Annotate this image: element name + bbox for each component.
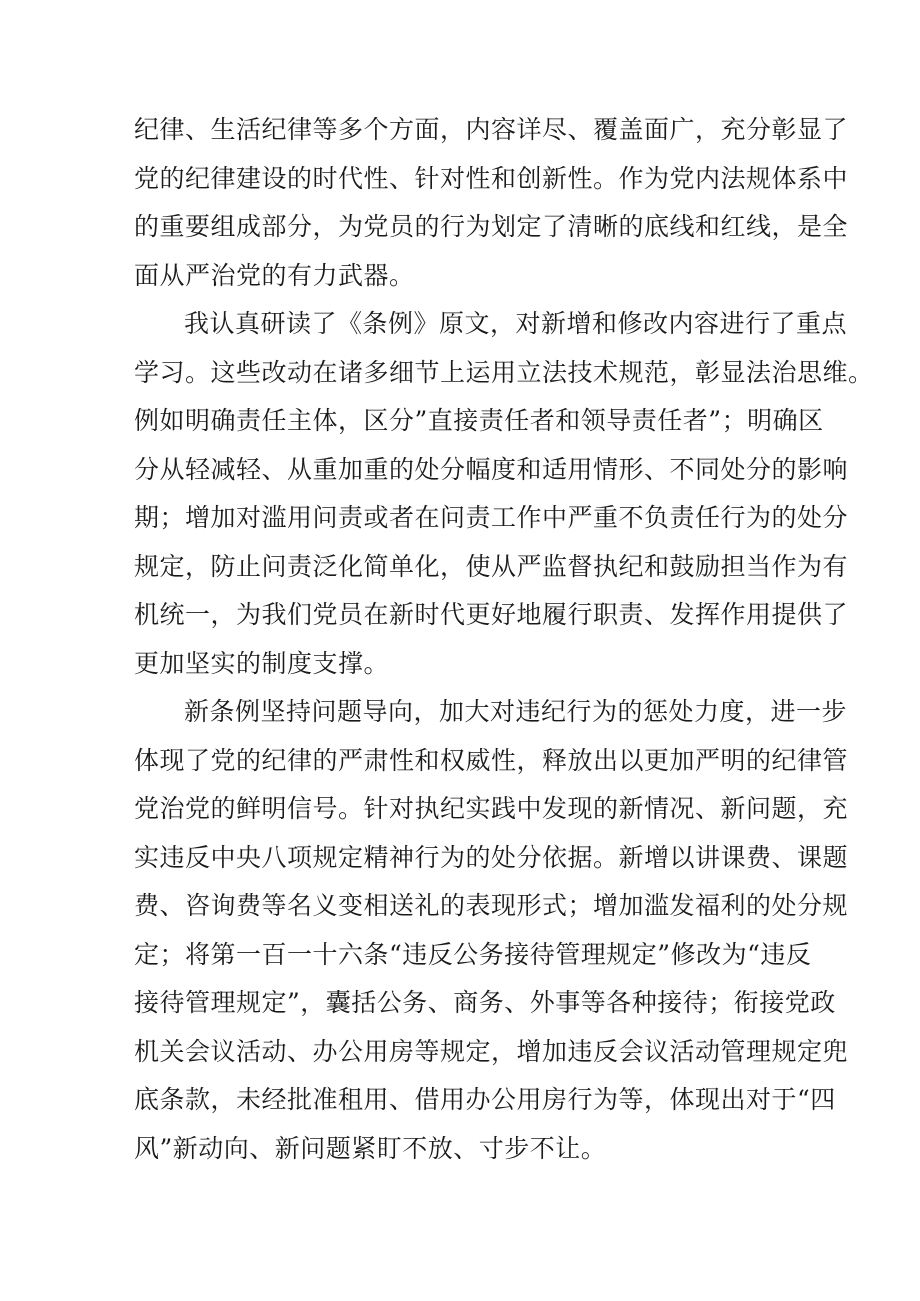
text-line: 纪律、生活纪律等多个方面，内容详尽、覆盖面广，充分彰显了 — [134, 115, 849, 144]
text-line: 面从严治党的有力武器。 — [134, 260, 415, 290]
text-line: 的重要组成部分，为党员的行为划定了清晰的底线和红线，是全 — [134, 212, 849, 241]
text-line: 例如明确责任主体，区分”直接责任者和领导责任者”；明确区 — [134, 406, 824, 435]
text-line: 机统一，为我们党员在新时代更好地履行职责、发挥作用提供了 — [134, 600, 849, 629]
text-line: 我认真研读了《条例》原文，对新增和修改内容进行了重点 — [184, 309, 848, 338]
text-line: 机关会议活动、办公用房等规定，增加违反会议活动管理规定兜 — [134, 1036, 849, 1066]
text-line: 期；增加对滥用问责或者在问责工作中严重不负责任行为的处分 — [134, 503, 849, 532]
text-line: 实违反中央八项规定精神行为的处分依据。新增以讲课费、课题 — [134, 842, 849, 872]
paragraph-2 — [134, 300, 874, 688]
text-line: 接待管理规定”，囊括公务、商务、外事等各种接待；衔接党政 — [134, 988, 836, 1017]
text-line: 分从轻减轻、从重加重的处分幅度和适用情形、不同处分的影响 — [134, 454, 849, 484]
document-body — [134, 106, 874, 1173]
text-line: 新条例坚持问题导向，加大对违纪行为的惩处力度，进一步 — [184, 697, 848, 726]
text-line: 党的纪律建设的时代性、针对性和创新性。作为党内法规体系中 — [134, 163, 849, 193]
text-line: 党治党的鲜明信号。针对执纪实践中发现的新情况、新问题，充 — [134, 794, 849, 823]
text-line: 规定，防止问责泛化简单化，使从严监督执纪和鼓励担当作为有 — [134, 551, 849, 581]
text-line: 底条款，未经批准租用、借用办公用房行为等，体现出对于“四 — [134, 1085, 836, 1114]
paragraph-1 — [134, 106, 849, 300]
text-line: 学习。这些改动在诸多细节上运用立法技术规范，彰显法治思维。 — [134, 357, 874, 387]
text-line: 更加坚实的制度支撑。 — [134, 648, 390, 678]
text-line: 风”新动向、新问题紧盯不放、寸步不让。 — [134, 1133, 607, 1163]
text-line: 费、咨询费等名义变相送礼的表现形式；增加滥发福利的处分规 — [134, 891, 849, 920]
text-line: 定；将第一百一十六条“违反公务接待管理规定”修改为“违反 — [134, 939, 812, 969]
text-line: 体现了党的纪律的严肃性和权威性，释放出以更加严明的纪律管 — [134, 745, 849, 775]
paragraph-3 — [134, 688, 849, 1173]
